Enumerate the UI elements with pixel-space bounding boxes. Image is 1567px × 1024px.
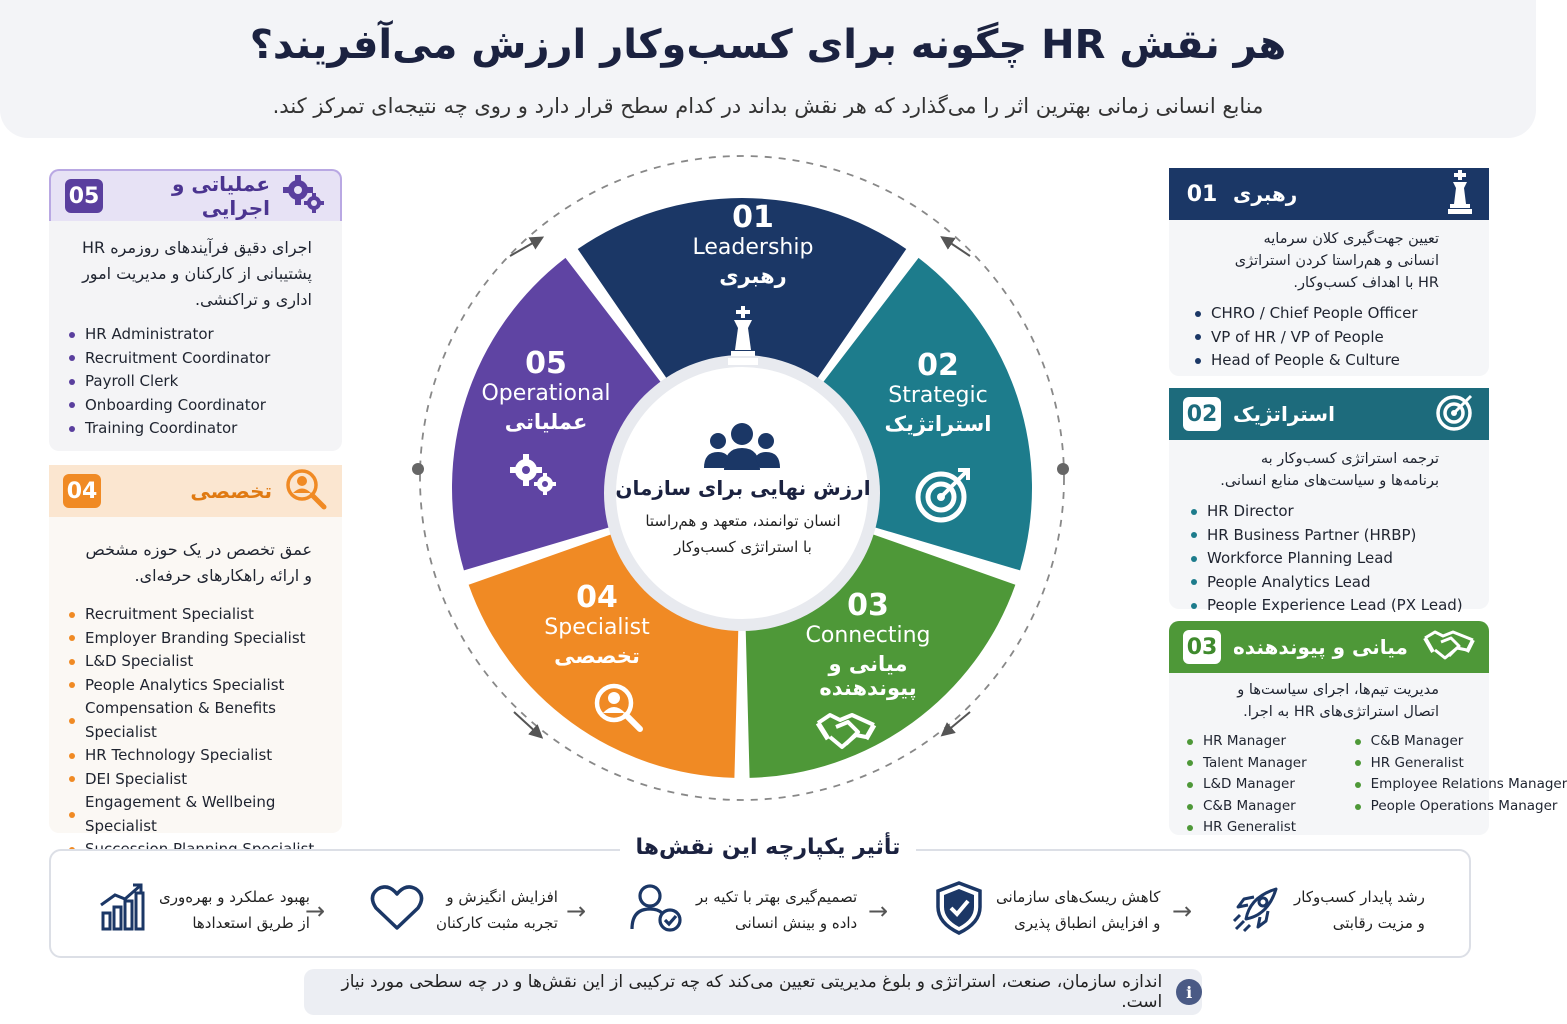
role-item: Payroll Clerk <box>69 370 322 394</box>
role-item: Recruitment Specialist <box>69 603 322 627</box>
arrow-icon: → <box>868 897 889 925</box>
role-item: Talent Manager <box>1187 753 1307 775</box>
role-item: L&D Specialist <box>69 650 322 674</box>
role-list <box>1187 731 1307 839</box>
role-item: People Operations Manager <box>1355 796 1567 818</box>
bullet-dot <box>1191 556 1197 562</box>
impact-text: کاهش ریسک‌های سازمانی و افزایش انطباق پذیری <box>996 888 1161 932</box>
arrow-icon: → <box>1172 897 1193 925</box>
shield-check-icon <box>934 881 984 939</box>
segment-leadership-label: 01 Leadership رهبری <box>692 200 814 288</box>
note-text: اندازه سازمان، صنعت، استراتژی و بلوغ مدیریتی تعیین می‌کند که چه ترکیبی از این نقش‌ها و در چه سطحی مورد نیاز است. <box>341 972 1163 1012</box>
gears-icon <box>282 174 326 218</box>
role-item: People Analytics Lead <box>1191 571 1469 595</box>
user-search-icon <box>284 467 328 515</box>
card-title: رهبری <box>1233 182 1298 206</box>
segment-strategic-label: 02 Strategic استراتژیک <box>884 348 992 436</box>
user-search-icon <box>592 681 644 737</box>
bullet-dot <box>69 379 75 385</box>
page-subtitle: منابع انسانی زمانی بهترین اثر را می‌گذارد که هر نقش بداند در کدام سطح قرار دارد و روی چه نتیجه‌ای تمرکز کند. <box>272 94 1264 118</box>
impact-text: افزایش انگیزش و تجربه مثبت کارکنان <box>436 888 558 932</box>
bullet-dot <box>69 659 75 665</box>
center-title: ارزش نهایی برای سازمان <box>615 476 871 500</box>
card-leadership <box>1169 168 1489 376</box>
impact-text: بهبود عملکرد و بهره‌وری از طریق استعدادها <box>159 888 310 932</box>
impact-item-performance <box>99 880 310 940</box>
segment-connecting-label: 03 Connecting میانی و پیوندهنده <box>805 588 931 700</box>
role-list <box>49 603 342 862</box>
rocket-icon <box>1232 883 1282 937</box>
segment-specialist-label: 04 Specialist تخصصی <box>544 580 650 668</box>
role-list <box>1169 500 1489 618</box>
role-item: C&B Manager <box>1187 796 1307 818</box>
bullet-dot <box>1191 509 1197 515</box>
role-item: HR Business Partner (HRBP) <box>1191 524 1469 548</box>
role-item: People Analytics Specialist <box>69 674 322 698</box>
role-item: Workforce Planning Lead <box>1191 547 1469 571</box>
bullet-dot <box>1191 603 1197 609</box>
heart-icon <box>370 884 424 936</box>
bullet-dot <box>1355 804 1361 810</box>
impact-text: تصمیم‌گیری بهتر با تکیه بر داده و بینش انسانی <box>696 888 858 932</box>
impact-item-decision <box>630 880 857 940</box>
role-item: CHRO / Chief People Officer <box>1195 302 1469 326</box>
user-check-icon <box>630 883 684 937</box>
chess-king-icon <box>1445 170 1475 218</box>
card-title: عملیاتی و اجرایی <box>171 172 270 220</box>
bullet-dot <box>1187 782 1193 788</box>
role-item: Compensation & Benefits Specialist <box>69 697 322 744</box>
card-number: 05 <box>65 179 103 213</box>
role-item: HR Administrator <box>69 323 322 347</box>
center-value <box>614 410 872 588</box>
handshake-icon <box>1423 628 1475 666</box>
role-list <box>1355 731 1567 839</box>
card-operational <box>49 169 342 451</box>
arrow-icon: → <box>566 897 587 925</box>
bullet-dot <box>1355 782 1361 788</box>
bullet-dot <box>1187 825 1193 831</box>
center-line1: انسان توانمند، متعهد و هم‌راستا <box>645 512 841 530</box>
role-item: Head of People & Culture <box>1195 349 1469 373</box>
card-number: 01 <box>1186 181 1218 207</box>
card-connecting <box>1169 621 1567 836</box>
card-number: 04 <box>63 474 101 508</box>
role-item: People Experience Lead (PX Lead) <box>1191 594 1469 618</box>
bullet-dot <box>69 682 75 688</box>
handshake-icon <box>816 711 876 755</box>
bullet-dot <box>69 718 75 724</box>
bullet-dot <box>69 776 75 782</box>
card-title: تخصصی <box>190 479 272 503</box>
role-item: Recruitment Coordinator <box>69 347 322 371</box>
bullet-dot <box>69 812 75 818</box>
role-item: HR Generalist <box>1355 753 1567 775</box>
info-icon: i <box>1176 979 1202 1005</box>
page-title: هر نقش HR چگونه برای کسب‌وکار ارزش می‌آفریند؟ <box>249 22 1287 68</box>
role-item: HR Generalist <box>1187 817 1307 839</box>
role-item: Training Coordinator <box>69 417 322 441</box>
role-item: Onboarding Coordinator <box>69 394 322 418</box>
target-icon <box>914 466 972 528</box>
bullet-dot <box>1195 358 1201 364</box>
bullet-dot <box>69 402 75 408</box>
role-item: Employee Relations Manager <box>1355 774 1567 796</box>
role-item: HR Manager <box>1187 731 1307 753</box>
card-number: 03 <box>1183 630 1221 664</box>
bullet-dot <box>1187 760 1193 766</box>
bullet-dot <box>69 753 75 759</box>
impact-text: رشد پایدار کسب‌وکار و مزیت رقابتی <box>1294 888 1425 932</box>
card-title: استراتژیک <box>1233 402 1335 426</box>
bullet-dot <box>69 332 75 338</box>
card-specialist <box>49 465 342 833</box>
footer-note <box>304 969 1202 1015</box>
center-line2: با استراتژی کسب‌وکار <box>674 538 812 556</box>
role-list <box>1169 302 1489 373</box>
bullet-dot <box>1191 532 1197 538</box>
card-title: میانی و پیوندهنده <box>1233 635 1408 659</box>
bullet-dot <box>1187 739 1193 745</box>
bullet-dot <box>1195 311 1201 317</box>
ring-arrow <box>946 712 970 732</box>
card-strategic <box>1169 388 1489 614</box>
role-item: L&D Manager <box>1187 774 1307 796</box>
card-number: 02 <box>1183 397 1221 431</box>
segment-operational-label: 05 Operational عملیاتی <box>481 346 611 434</box>
role-item: VP of HR / VP of People <box>1195 326 1469 350</box>
chess-king-icon <box>726 306 760 370</box>
card-description: ترجمه استراتژی کسب‌وکار به برنامه‌ها و سیاست‌های منابع انسانی. <box>1220 451 1439 489</box>
growth-chart-icon <box>99 883 147 937</box>
role-item: HR Director <box>1191 500 1469 524</box>
role-list <box>49 323 342 441</box>
card-description: عمق تخصص در یک حوزه مشخص و ارائه راهکارهای حرفه‌ای. <box>85 540 312 585</box>
role-item: Engagement & Wellbeing Specialist <box>69 791 322 838</box>
ring-arrow <box>510 240 538 256</box>
ring-node <box>412 463 424 475</box>
card-description: اجرای دقیق فرآیندهای روزمره HR پشتیبانی از کارکنان و مدیریت امور اداری و تراکنشی. <box>82 238 312 309</box>
bullet-dot <box>69 426 75 432</box>
target-icon <box>1435 392 1475 436</box>
arrow-icon: → <box>305 897 326 925</box>
role-item: C&B Manager <box>1355 731 1567 753</box>
bullet-dot <box>1187 804 1193 810</box>
card-description: مدیریت تیم‌ها، اجرای سیاست‌ها و اتصال استراتژی‌های HR به اجرا. <box>1237 682 1439 720</box>
impact-item-growth <box>1232 880 1425 940</box>
role-item: DEI Specialist <box>69 768 322 792</box>
card-description: تعیین جهت‌گیری کلان سرمایه انسانی و هم‌راستا کردن استراتژی HR با اهداف کسب‌وکار. <box>1234 231 1439 291</box>
impact-item-risk <box>934 880 1160 940</box>
role-item: HR Technology Specialist <box>69 744 322 768</box>
bullet-dot <box>1191 579 1197 585</box>
bullet-dot <box>1355 760 1361 766</box>
impact-title: تأثیر یکپارچه این نقش‌ها <box>0 835 1536 860</box>
impact-item-motivation <box>370 880 558 940</box>
bullet-dot <box>69 635 75 641</box>
bullet-dot <box>69 355 75 361</box>
gears-icon <box>508 452 558 500</box>
ring-node <box>1057 463 1069 475</box>
bullet-dot <box>1355 739 1361 745</box>
bullet-dot <box>1195 334 1201 340</box>
role-item: Employer Branding Specialist <box>69 627 322 651</box>
bullet-dot <box>69 612 75 618</box>
